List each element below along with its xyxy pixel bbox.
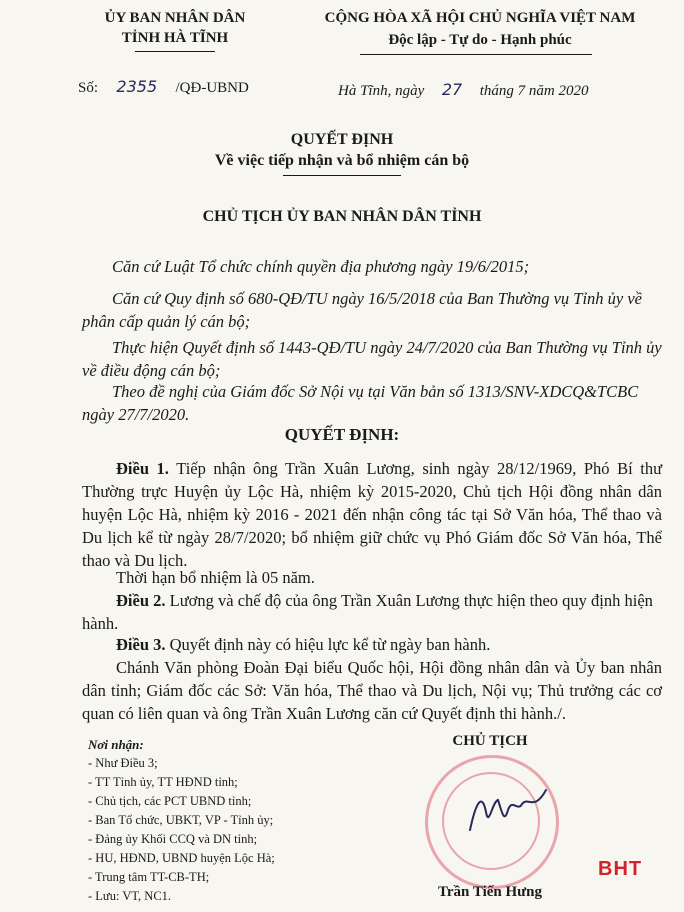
recipient-item: - Chủ tịch, các PCT UBND tỉnh; xyxy=(88,794,252,808)
doc-subtitle: Về việc tiếp nhận và bổ nhiệm cán bộ xyxy=(214,152,470,169)
issue-date-day: 27 xyxy=(441,80,463,99)
article-1-text: Tiếp nhận ông Trần Xuân Lương, sinh ngày 28/12/1969, Phó Bí thư Thường trực Huyện ủy Lộc Hà, nhiệm kỳ 2015-2020, Chủ tịch Hội đồng nhân dân huyện Lộc Hà, nhiệm kỳ 2016 - 2021 đến nhận công tác tại Sở Văn hóa, Thể thao và Du lịch kể từ ngày 28/7/2020; bổ nhiệm giữ chức vụ Phó Giám đốc Sở Văn hóa, Thể thao và Du lịch. xyxy=(82,459,663,570)
recipient-item: - Đảng ủy Khối CCQ và DN tỉnh; xyxy=(88,832,258,846)
agency-line-1: ỦY BAN NHÂN DÂN xyxy=(104,10,246,26)
recipient-item: - Ban Tổ chức, UBKT, VP - Tỉnh ủy; xyxy=(88,813,274,827)
watermark-logo: BHT xyxy=(598,858,643,880)
doc-number-suffix: /QĐ-UBND xyxy=(175,80,249,96)
basis-3: Thực hiện Quyết định số 1443-QĐ/TU ngày 24/7/2020 của Ban Thường vụ Tỉnh ủy về điều động cán bộ; xyxy=(82,338,662,380)
doc-number-value: 2355 xyxy=(116,77,158,96)
recipient-item: - Trung tâm TT-CB-TH; xyxy=(88,870,210,884)
agency-line-2: TỈNH HÀ TĨNH xyxy=(121,30,229,46)
signer-name: Trần Tiến Hưng xyxy=(437,884,543,900)
article-3-text: Quyết định này có hiệu lực kể từ ngày ban hành. xyxy=(169,635,491,654)
basis-4: Theo đề nghị của Giám đốc Sở Nội vụ tại Văn bản số 1313/SNV-XDCQ&TCBC ngày 27/7/2020. xyxy=(82,382,639,424)
issue-date-suffix: tháng 7 năm 2020 xyxy=(479,83,589,99)
article-1 xyxy=(82,457,662,572)
motto-underline xyxy=(360,54,592,55)
doc-number xyxy=(78,77,249,97)
issue-date xyxy=(338,80,589,100)
basis-1: Căn cứ Luật Tổ chức chính quyền địa phương ngày 19/6/2015; xyxy=(112,257,530,276)
article-2-text: Lương và chế độ của ông Trần Xuân Lương thực hiện theo quy định hiện hành. xyxy=(82,591,653,633)
article-3-label: Điều 3. xyxy=(116,635,166,654)
nation-motto: Độc lập - Tự do - Hạnh phúc xyxy=(388,32,572,48)
signer-title: CHỦ TỊCH xyxy=(452,733,528,749)
article-1-label: Điều 1. xyxy=(116,459,169,478)
article-1-term: Thời hạn bổ nhiệm là 05 năm. xyxy=(116,568,315,587)
recipient-item: - Lưu: VT, NC1. xyxy=(88,889,172,903)
recipient-item: - TT Tỉnh ủy, TT HĐND tỉnh; xyxy=(88,775,238,789)
issue-date-prefix: Hà Tĩnh, ngày xyxy=(338,83,425,99)
basis-2: Căn cứ Quy định số 680-QĐ/TU ngày 16/5/2018 của Ban Thường vụ Tỉnh ủy về phân cấp quản lý cán bộ; xyxy=(82,289,643,331)
doc-title: QUYẾT ĐỊNH xyxy=(290,131,394,148)
recipient-item: - HU, HĐND, UBND huyện Lộc Hà; xyxy=(88,851,275,865)
nation-title: CỘNG HÒA XÃ HỘI CHỦ NGHĨA VIỆT NAM xyxy=(324,10,636,26)
decides-heading: QUYẾT ĐỊNH: xyxy=(284,425,400,444)
subtitle-underline xyxy=(283,175,401,176)
article-2-label: Điều 2. xyxy=(116,591,166,610)
recipient-item: - Như Điều 3; xyxy=(88,756,158,770)
article-3 xyxy=(82,633,662,656)
recipients-heading: Nơi nhận: xyxy=(88,737,144,752)
article-2 xyxy=(82,589,662,635)
doc-number-label: Số: xyxy=(78,80,99,96)
agency-underline xyxy=(135,51,215,52)
handwritten-signature xyxy=(462,782,552,852)
closing-paragraph: Chánh Văn phòng Đoàn Đại biểu Quốc hội, Hội đồng nhân dân và Ủy ban nhân dân tỉnh; Giám đốc các Sở: Văn hóa, Thể thao và Du lịch, Nội vụ; Thủ trưởng các cơ quan có liên quan và ông Trần Xuân Lương căn cứ Quyết định thi hành./. xyxy=(82,658,662,723)
authority-heading: CHỦ TỊCH ỦY BAN NHÂN DÂN TỈNH xyxy=(202,208,482,225)
